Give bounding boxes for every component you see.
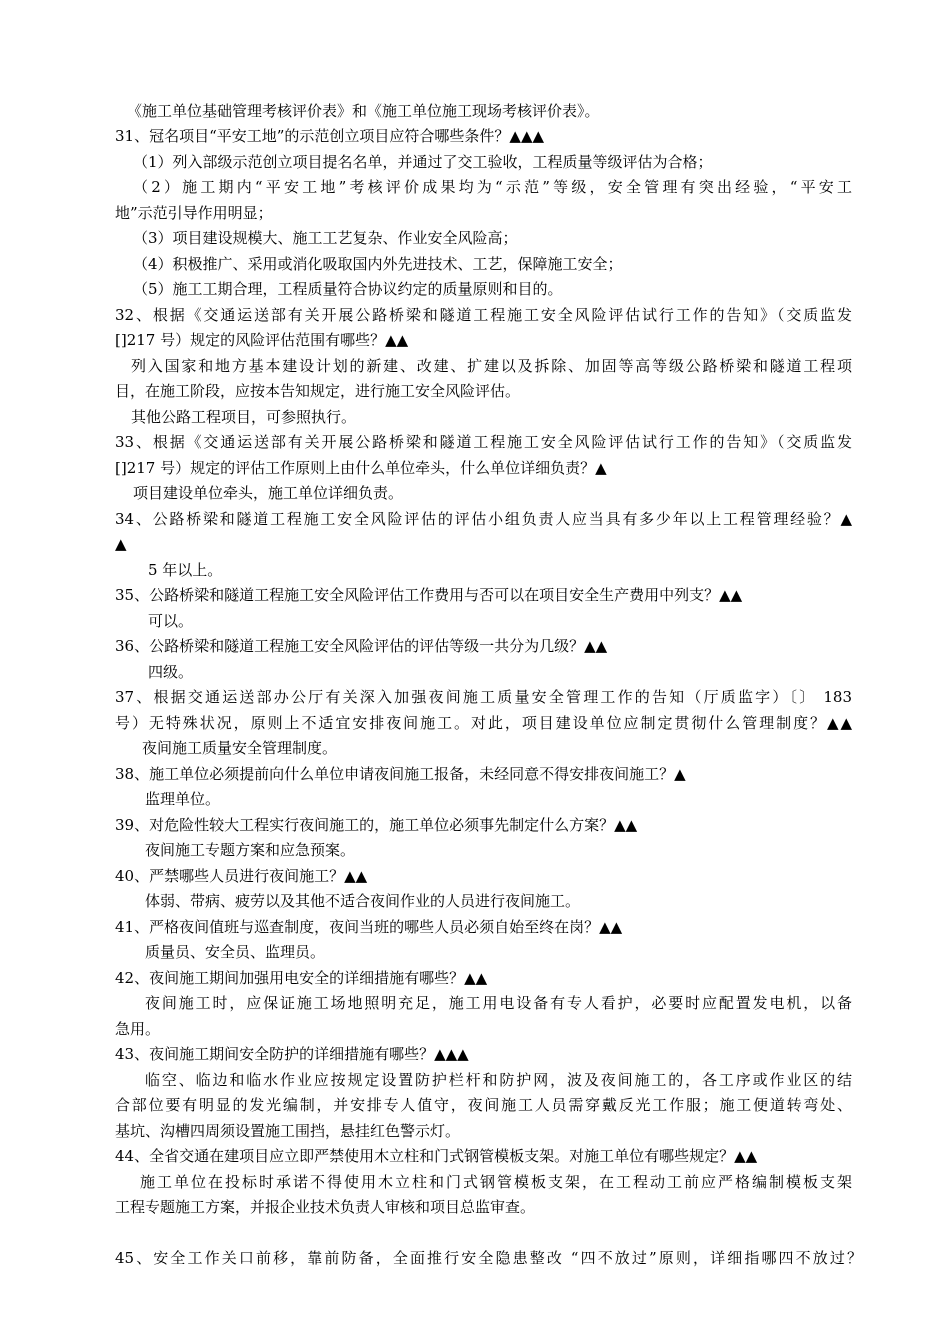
question-41: 41、严格夜间值班与巡查制度，夜间当班的哪些人员必须自始至终在岗？▲▲ xyxy=(115,918,623,936)
text-line: 合部位要有明显的发光编制，并安排专人值守，夜间施工人员需穿戴反光工作服；施工便道转弯处、 xyxy=(115,1096,852,1114)
question-35: 35、公路桥梁和隧道工程施工安全风险评估工作费用与否可以在项目安全生产费用中列支？▲▲ xyxy=(115,586,743,604)
text-line: 急用。 xyxy=(115,1020,161,1038)
text-line: 施工单位在投标时承诺不得使用木立柱和门式钢管模板支架，在工程动工前应严格编制模板支架 xyxy=(140,1173,852,1191)
text-line: ▲ xyxy=(115,535,127,553)
text-line: 夜间施工质量安全管理制度。 xyxy=(142,739,338,757)
text-line: （1）列入部级示范创立项目提名名单，并通过了交工验收，工程质量等级评估为合格； xyxy=(133,153,713,171)
question-45: 45、安全工作关口前移，靠前防备，全面推行安全隐患整改 “四不放过”原则，详细指哪四不放过？ xyxy=(115,1249,862,1267)
question-33: 33、根据《交通运送部有关开展公路桥梁和隧道工程施工安全风险评估试行工作的告知》（交质监发 xyxy=(115,433,852,451)
text-line: 夜间施工专题方案和应急预案。 xyxy=(145,841,356,859)
text-line: （5）施工工期合理，工程质量符合协议约定的质量原则和目的。 xyxy=(133,280,563,298)
text-line: 列入国家和地方基本建设计划的新建、改建、扩建以及拆除、加固等高等级公路桥梁和隧道工程项 xyxy=(131,357,852,375)
text-line: 其他公路工程项目，可参照执行。 xyxy=(131,408,357,426)
question-43: 43、夜间施工期间安全防护的详细措施有哪些？▲▲▲ xyxy=(115,1045,469,1063)
text-line: 《施工单位基础管理考核评价表》和《施工单位施工现场考核评价表》。 xyxy=(127,102,600,120)
text-line: 5 年以上。 xyxy=(148,561,223,579)
question-44: 44、全省交通在建项目应立即严禁使用木立柱和门式钢管模板支架。对施工单位有哪些规定？▲▲ xyxy=(115,1147,758,1165)
question-39: 39、对危险性较大工程实行夜间施工的，施工单位必须事先制定什么方案？▲▲ xyxy=(115,816,638,834)
question-34: 34、公路桥梁和隧道工程施工安全风险评估的评估小组负责人应当具有多少年以上工程管理经验？▲ xyxy=(115,510,852,528)
text-line: []217 号）规定的评估工作原则上由什么单位牵头，什么单位详细负责？▲ xyxy=(115,459,607,477)
text-line: 四级。 xyxy=(148,663,194,681)
question-37: 37、根据交通运送部办公厅有关深入加强夜间施工质量安全管理工作的告知（厅质监字）〔〕 183 xyxy=(115,688,852,706)
text-line: 可以。 xyxy=(148,612,194,630)
text-line: 质量员、安全员、监理员。 xyxy=(145,943,326,961)
text-line: 项目建设单位牵头，施工单位详细负责。 xyxy=(133,484,404,502)
text-line: （2）施工期内“平安工地”考核评价成果均为“示范”等级，安全管理有突出经验，“平安工 xyxy=(133,178,852,196)
text-line: 夜间施工时，应保证施工场地照明充足，施工用电设备有专人看护，必要时应配置发电机，以备 xyxy=(145,994,852,1012)
question-40: 40、严禁哪些人员进行夜间施工？▲▲ xyxy=(115,867,368,885)
text-line: 监理单位。 xyxy=(145,790,221,808)
question-36: 36、公路桥梁和隧道工程施工安全风险评估的评估等级一共分为几级？▲▲ xyxy=(115,637,608,655)
text-line: （4）积极推广、采用或消化吸取国内外先进技术、工艺，保障施工安全； xyxy=(133,255,623,273)
question-38: 38、施工单位必须提前向什么单位申请夜间施工报备，未经同意不得安排夜间施工？▲ xyxy=(115,765,686,783)
text-line: []217 号）规定的风险评估范围有哪些？▲▲ xyxy=(115,331,409,349)
text-line: 工程专题施工方案，并报企业技术负责人审核和项目总监审查。 xyxy=(115,1198,536,1216)
text-line: （3）项目建设规模大、施工工艺复杂、作业安全风险高； xyxy=(133,229,518,247)
text-line: 地”示范引导作用明显； xyxy=(115,204,273,222)
question-32: 32、根据《交通运送部有关开展公路桥梁和隧道工程施工安全风险评估试行工作的告知》（交质监发 xyxy=(115,306,852,324)
text-line: 目，在施工阶段，应按本告知规定，进行施工安全风险评估。 xyxy=(115,382,521,400)
text-line: 号）无特殊状况，原则上不适宜安排夜间施工。对此，项目建设单位应制定贯彻什么管理制度？▲▲ xyxy=(115,714,852,732)
text-line: 基坑、沟槽四周须设置施工围挡，悬挂红色警示灯。 xyxy=(115,1122,461,1140)
text-line: 临空、临边和临水作业应按规定设置防护栏杆和防护网，波及夜间施工的，各工序或作业区的结 xyxy=(145,1071,852,1089)
question-31: 31、冠名项目“平安工地”的示范创立项目应符合哪些条件？▲▲▲ xyxy=(115,127,545,145)
text-line: 体弱、带病、疲劳以及其他不适合夜间作业的人员进行夜间施工。 xyxy=(145,892,581,910)
question-42: 42、夜间施工期间加强用电安全的详细措施有哪些？▲▲ xyxy=(115,969,488,987)
